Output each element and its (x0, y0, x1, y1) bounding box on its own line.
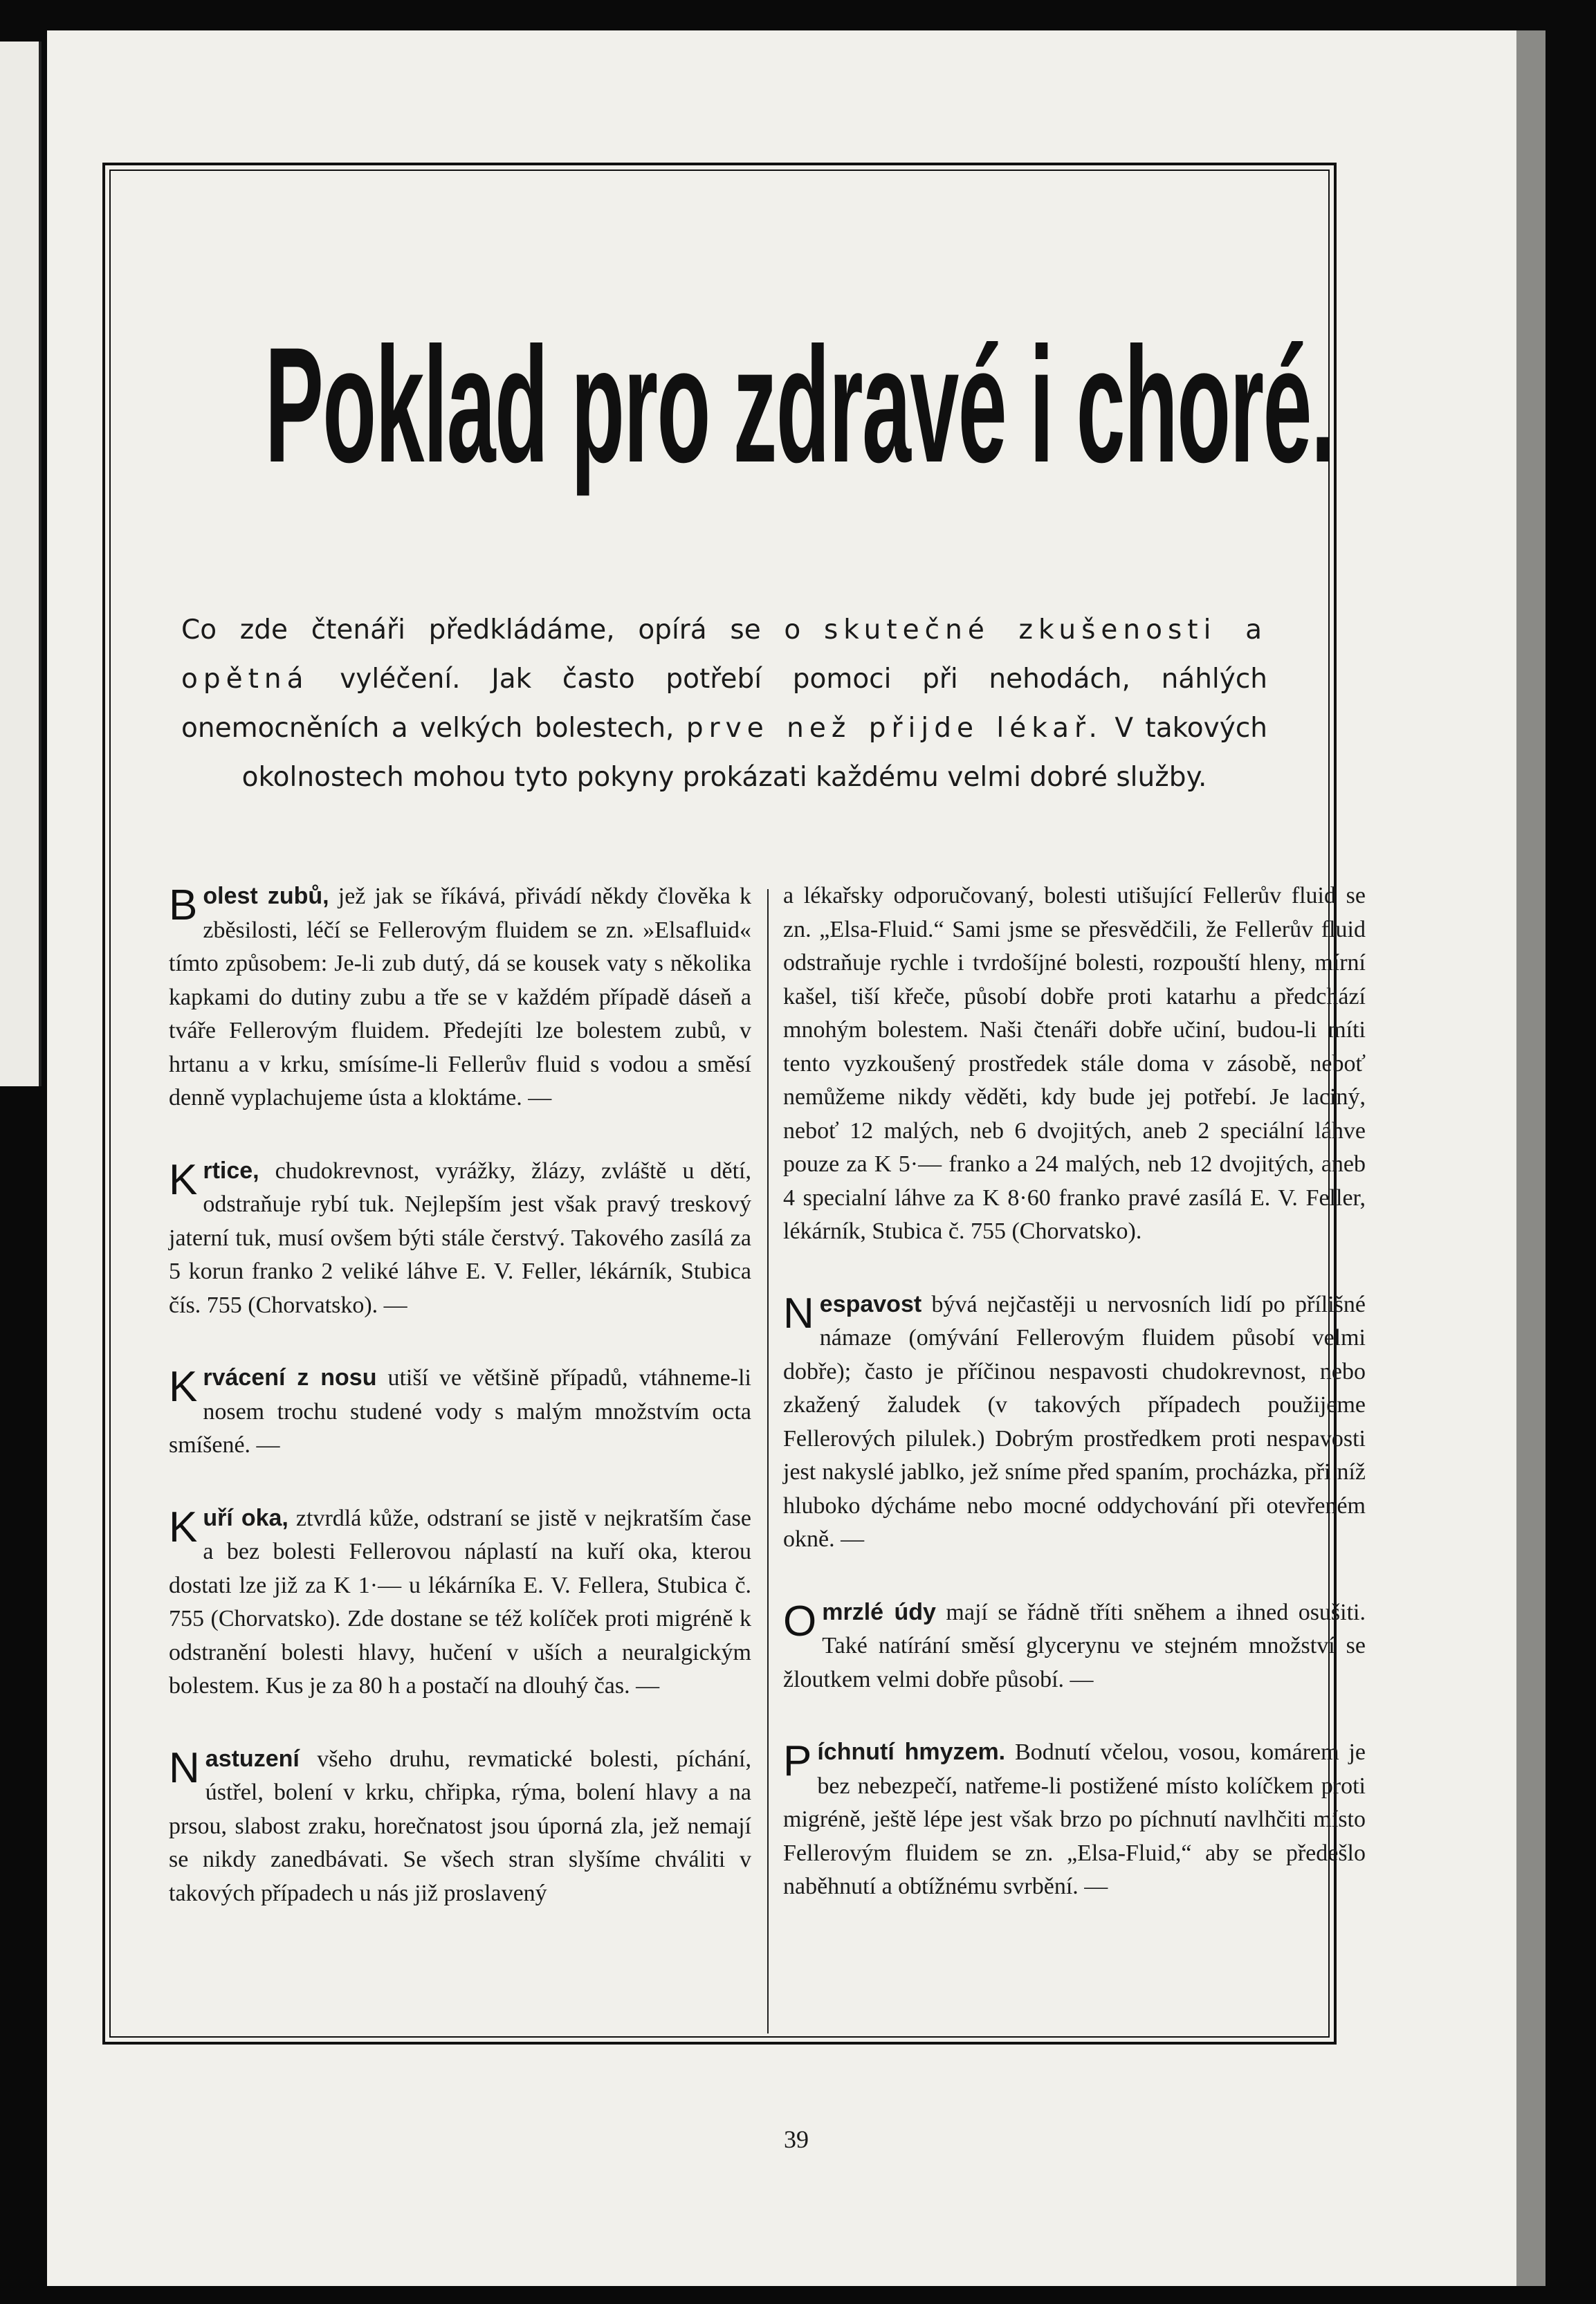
drop-cap: K (169, 1155, 198, 1204)
entry-text: mají se řádně tříti sněhem a ihned osušiti. Také natírání směsí glycerynu ve stejném množství se žloutkem velmi dobře působí. — (783, 1599, 1366, 1692)
page (47, 30, 1545, 2286)
entry-lead: uří oka, (203, 1504, 288, 1531)
entry-paragraph (169, 1361, 751, 1463)
column-divider (767, 889, 769, 2033)
entry-paragraph (783, 1735, 1366, 1904)
drop-cap: K (169, 1503, 198, 1551)
drop-cap: K (169, 1363, 198, 1411)
entry-text: jež jak se říkává, přivádí někdy člověka k zběsilosti, léčí se Fellerovým fluidem se zn. »Elsafluid« tímto způsobem: Je-li zub dutý, dá se kousek vaty s několika kapkami do dutiny zubu a tře se v každém případě dáseň a tváře Fellerovým fluidem. Předejíti lze bolestem zubů, v hrtanu a v krku, smísíme-li Fellerův fluid s vodou a směsí denně vyplachujeme ústa a kloktáme. — (169, 884, 751, 1110)
entry-paragraph (169, 1742, 751, 1911)
entry-text: utiší ve většině případů, vtáhneme-li nosem trochu studené vody s malým množstvím octa smíšené. — (169, 1365, 751, 1458)
entry-text: chudokrevnost, vyrážky, žlázy, zvláště u dětí, odstraňuje rybí tuk. Nejlepším jest však pravý treskový jaterní tuk, musí ovšem býti stále čerstvý. Takového zasílá za 5 korun franko 2 veliké láhve E. V. Feller, lékárník, Stubica čís. 755 (Chorvatsko). — (169, 1158, 751, 1318)
entry-paragraph (783, 1288, 1366, 1557)
intro-text-2: vyléčení. Jak často potřebí pomoci při nehodách, náhlých onemocněních a velkých bolestech, (181, 664, 1267, 744)
entry-text: ztvrdlá kůže, odstraní se jistě v nejkratším čase a bez bolesti Fellerovou náplastí na kuří oka, kterou dostati lze již za K 1·— u lékárníka E. V. Fellera, Stubica č. 755 (Chorvatsko). Zde dostane se též kolíček proti migréně k odstranění bolesti hlavy, hučení v uších a neuralgickým bolestem. Kus je za 80 h a postačí na dlouhý čas. — (169, 1505, 751, 1699)
entry-text: a lékařsky odporučovaný, bolesti utišující Fellerův fluid se zn. „Elsa-Fluid.“ Sami jsme se přesvědčili, že Fellerův fluid odstraňuje rychle i tvrdošíjné bolesti, rozpouští hleny, mírní kašel, tiší křeče, působí dobře proti katarhu a předchází mnohým bolestem. Naši čtenáři dobře učiní, budou-li míti tento vyzkoušený prostředek stále doma v zásobě, neboť nemůžeme nikdy věděti, kdy bude jej potřebí. Je laciný, neboť 12 malých, neb 6 dvojitých, aneb 2 speciální láhve pouze za K 5·— franko a 24 malých, neb 12 dvojitých, aneb 4 specialní láhve za K 8·60 franko pravé zasílá E. V. Feller, lékárník, Stubica č. 755 (Chorvatsko). (783, 883, 1366, 1244)
intro-spaced-2: prve než přijde lékař. (686, 713, 1103, 744)
entry-lead: astuzení (205, 1745, 300, 1772)
entry-paragraph (783, 879, 1366, 1249)
entry-paragraph (169, 879, 751, 1115)
entry-paragraph (783, 1596, 1366, 1697)
entry-text: Bodnutí včelou, vosou, komárem je bez nebezpečí, natřeme-li postižené místo kolíčkem proti migréně, ještě lépe jest však brzo po píchnutí navlhčiti místo Fellerovým fluidem se zn. „Elsa-Fluid,“ aby se předešlo naběhnutí a obtížnému svrbění. — (783, 1739, 1366, 1899)
drop-cap: P (783, 1737, 812, 1785)
right-column (783, 879, 1366, 1943)
intro-text-1: Co zde čtenáři předkládáme, opírá se o (181, 614, 824, 646)
entry-text: bývá nejčastěji u nervosních lidí po přílišné námaze (omývání Fellerovým fluidem působí velmi dobře); často je příčinou nespavosti chudokrevnost, nebo zkažený žaludek (v takových případech použijeme Fellerových pilulek.) Dobrým prostředkem proti nespavosti jest nakyslé jablko, jež sníme před spaním, procházka, při níž hluboko dýcháme nebo mocné oddychování při otevřeném okně. — (783, 1291, 1366, 1552)
entry-lead: olest zubů, (203, 883, 329, 909)
drop-cap: B (169, 881, 198, 929)
drop-cap: O (783, 1597, 817, 1645)
drop-cap: N (783, 1289, 814, 1337)
entry-lead: rtice, (203, 1157, 259, 1184)
page-edge-shadow (1516, 30, 1545, 2286)
page-title: Poklad pro zdravé i choré. (264, 313, 1334, 497)
previous-page-edge (0, 42, 42, 1086)
entry-lead: espavost (819, 1290, 922, 1317)
entry-lead: mrzlé údy (822, 1598, 936, 1625)
left-column (169, 879, 751, 1949)
article-frame (102, 163, 1366, 2045)
entry-lead: íchnutí hmyzem. (817, 1739, 1006, 1765)
intro-paragraph (181, 605, 1267, 802)
intro-text-3: V takových okolnostech mohou tyto pokyny prokázati každému velmi dobré služby. (241, 713, 1267, 793)
intro-spaced-1: skutečné zkušenosti a opětná (181, 614, 1268, 695)
entry-lead: rvácení z nosu (203, 1364, 377, 1391)
entry-paragraph (169, 1154, 751, 1323)
drop-cap: N (169, 1744, 200, 1792)
entry-text: všeho druhu, revmatické bolesti, píchání, ústřel, bolení v krku, chřipka, rýma, bolení hlavy a na prsou, slabost zraku, horečnatost jsou úporná zla, jež nemají se nikdy zanedbávati. Se všech stran slyšíme chváliti v takových případech u nás již proslavený (169, 1746, 751, 1906)
entry-paragraph (169, 1501, 751, 1703)
page-number: 39 (784, 2125, 809, 2153)
